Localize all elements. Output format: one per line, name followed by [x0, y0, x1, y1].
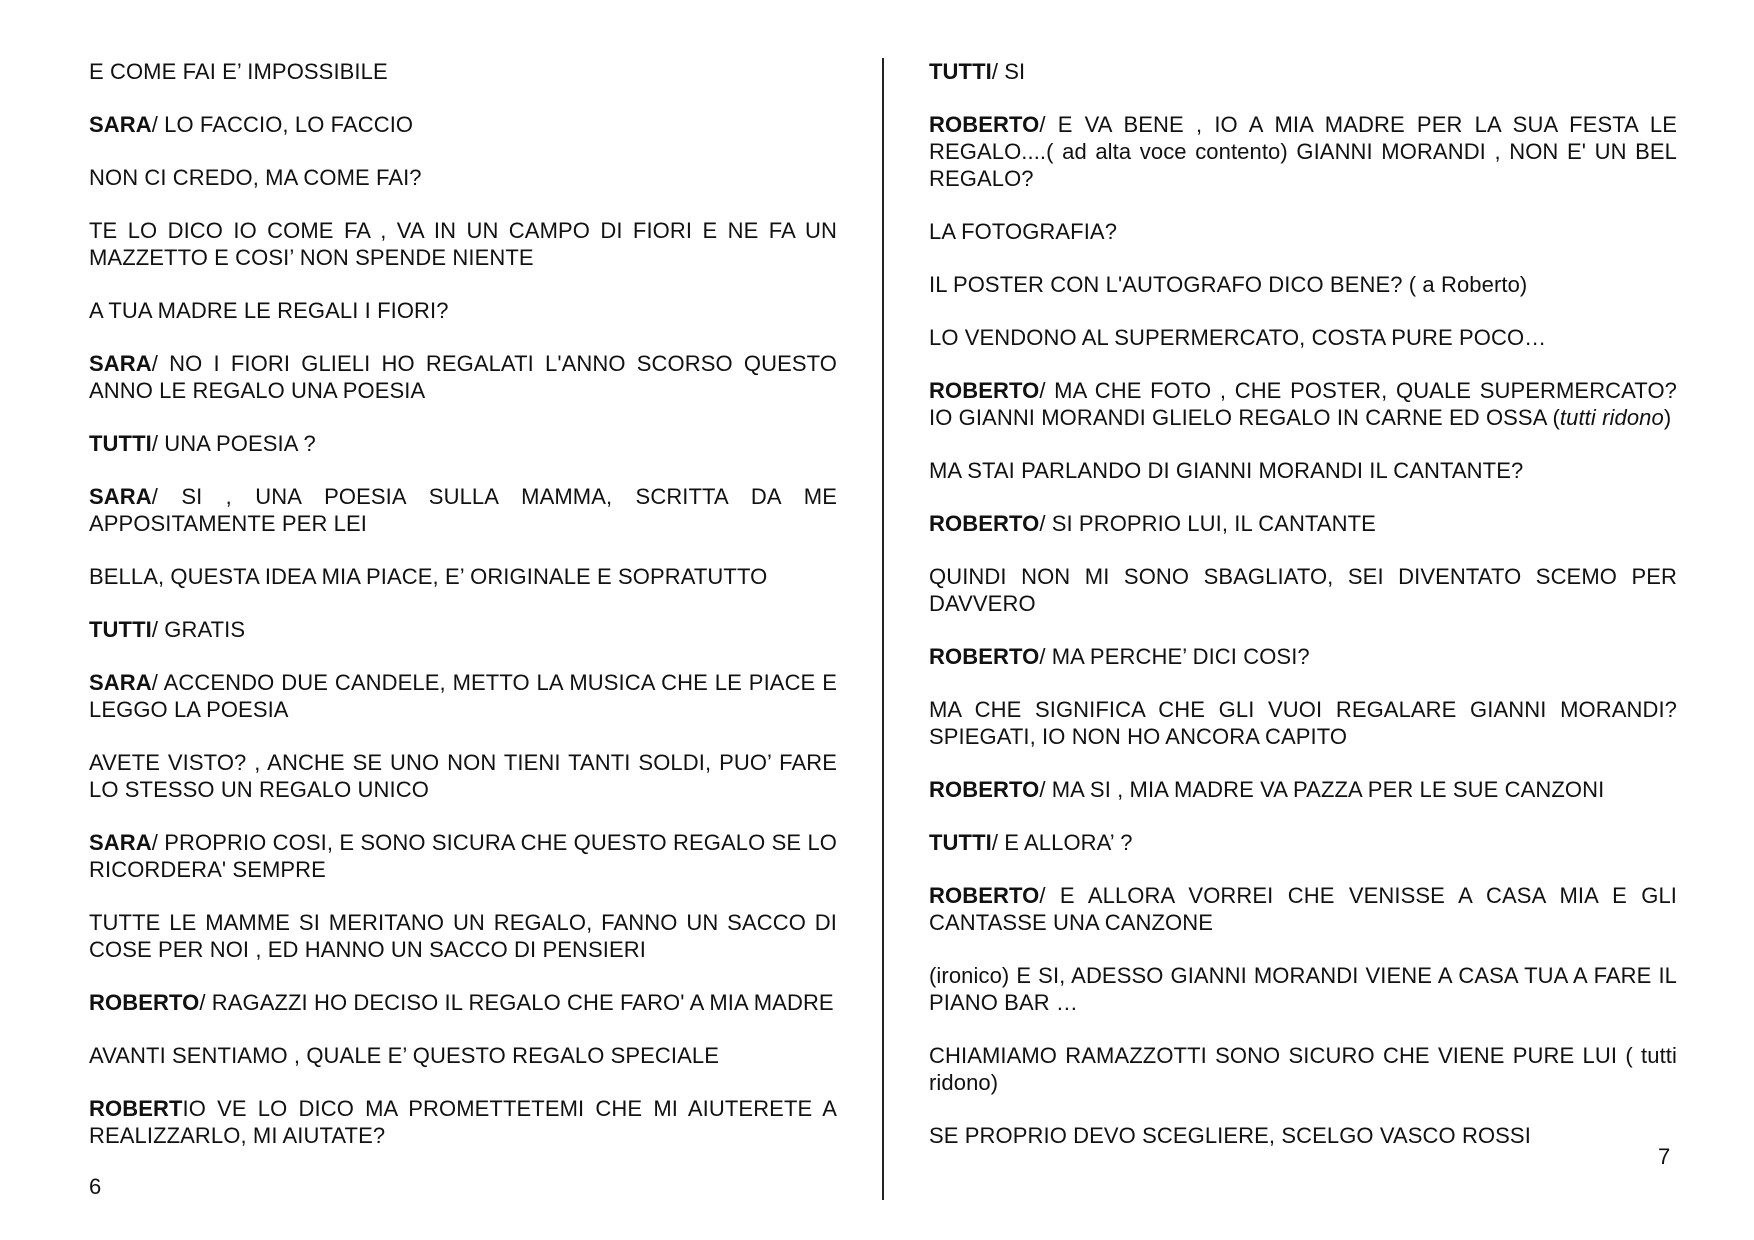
speaker-name: SARA [89, 484, 152, 509]
dialogue-paragraph [929, 1042, 1677, 1096]
dialogue-text: IO VE LO DICO MA PROMETTETEMI CHE MI AIUTERETE A REALIZZARLO, MI AIUTATE? [89, 1096, 837, 1148]
dialogue-text: / MA PERCHE’ DICI COSI? [1039, 644, 1310, 669]
speaker-name: TUTTI [929, 830, 992, 855]
dialogue-text: QUINDI NON MI SONO SBAGLIATO, SEI DIVENTATO SCEMO PER DAVVERO [929, 564, 1677, 616]
dialogue-text: LO VENDONO AL SUPERMERCATO, COSTA PURE POCO… [929, 325, 1547, 350]
dialogue-paragraph [89, 909, 837, 963]
dialogue-paragraph [929, 882, 1677, 936]
dialogue-paragraph [89, 669, 837, 723]
dialogue-text: AVANTI SENTIAMO , QUALE E’ QUESTO REGALO SPECIALE [89, 1043, 720, 1068]
dialogue-text: / MA SI , MIA MADRE VA PAZZA PER LE SUE CANZONI [1039, 777, 1605, 802]
dialogue-text: / MA CHE FOTO , CHE POSTER, QUALE SUPERMERCATO? IO GIANNI MORANDI GLIELO REGALO IN CARNE ED OSSA ( [929, 378, 1677, 430]
dialogue-text: NON CI CREDO, MA COME FAI? [89, 165, 422, 190]
dialogue-text: / NO I FIORI GLIELI HO REGALATI L'ANNO SCORSO QUESTO ANNO LE REGALO UNA POESIA [89, 351, 837, 403]
dialogue-paragraph [929, 962, 1677, 1016]
dialogue-text: E COME FAI E’ IMPOSSIBILE [89, 59, 388, 84]
dialogue-paragraph [89, 164, 837, 191]
speaker-name: SARA [89, 112, 152, 137]
dialogue-paragraph [89, 483, 837, 537]
dialogue-paragraph [929, 377, 1677, 431]
dialogue-paragraph [929, 643, 1677, 670]
right-page-column [929, 58, 1677, 1149]
page-divider [882, 58, 884, 1200]
left-page-column [89, 58, 837, 1149]
page-number-right: 7 [1658, 1144, 1671, 1169]
dialogue-text: BELLA, QUESTA IDEA MIA PIACE, E’ ORIGINALE E SOPRATUTTO [89, 564, 768, 589]
speaker-name: ROBERTO [89, 990, 200, 1015]
dialogue-paragraph [89, 217, 837, 271]
dialogue-text: / LO FACCIO, LO FACCIO [151, 112, 414, 137]
dialogue-paragraph [929, 271, 1677, 298]
speaker-name: ROBERTO [929, 644, 1040, 669]
speaker-name: ROBERTO [929, 511, 1040, 536]
speaker-name: TUTTI [929, 59, 992, 84]
dialogue-paragraph [929, 457, 1677, 484]
speaker-name: ROBERTO [929, 378, 1040, 403]
dialogue-text: / GRATIS [151, 617, 246, 642]
page-number-left: 6 [89, 1174, 102, 1199]
dialogue-text: / ACCENDO DUE CANDELE, METTO LA MUSICA CHE LE PIACE E LEGGO LA POESIA [89, 670, 837, 722]
dialogue-text: / PROPRIO COSI, E SONO SICURA CHE QUESTO REGALO SE LO RICORDERA' SEMPRE [89, 830, 837, 882]
dialogue-paragraph [929, 58, 1677, 85]
dialogue-paragraph [929, 111, 1677, 192]
dialogue-text: / E VA BENE , IO A MIA MADRE PER LA SUA FESTA LE REGALO....( ad alta voce contento) GIANNI MORANDI , NON E' UN BEL REGALO? [929, 112, 1677, 191]
dialogue-paragraph [89, 430, 837, 457]
dialogue-text: TUTTE LE MAMME SI MERITANO UN REGALO, FANNO UN SACCO DI COSE PER NOI , ED HANNO UN SACCO DI PENSIERI [89, 910, 837, 962]
dialogue-paragraph [929, 1122, 1677, 1149]
speaker-name: TUTTI [89, 617, 152, 642]
dialogue-paragraph [929, 829, 1677, 856]
speaker-name: TUTTI [89, 431, 152, 456]
speaker-name: SARA [89, 830, 152, 855]
speaker-name: ROBERTO [929, 112, 1040, 137]
dialogue-text: CHIAMIAMO RAMAZZOTTI SONO SICURO CHE VIENE PURE LUI ( tutti ridono) [929, 1043, 1677, 1095]
dialogue-paragraph [89, 297, 837, 324]
dialogue-text: MA CHE SIGNIFICA CHE GLI VUOI REGALARE GIANNI MORANDI? SPIEGATI, IO NON HO ANCORA CAPITO [929, 697, 1677, 749]
dialogue-text: A TUA MADRE LE REGALI I FIORI? [89, 298, 449, 323]
dialogue-paragraph [89, 749, 837, 803]
dialogue-paragraph [89, 1095, 837, 1149]
dialogue-paragraph [89, 1042, 837, 1069]
dialogue-text: / SI PROPRIO LUI, IL CANTANTE [1039, 511, 1376, 536]
dialogue-text: MA STAI PARLANDO DI GIANNI MORANDI IL CANTANTE? [929, 458, 1524, 483]
dialogue-paragraph [929, 510, 1677, 537]
dialogue-paragraph [89, 563, 837, 590]
dialogue-text: / SI , UNA POESIA SULLA MAMMA, SCRITTA DA ME APPOSITAMENTE PER LEI [89, 484, 837, 536]
dialogue-paragraph [89, 616, 837, 643]
dialogue-text: / E ALLORA’ ? [991, 830, 1133, 855]
dialogue-paragraph [89, 350, 837, 404]
dialogue-text: / SI [991, 59, 1026, 84]
dialogue-text: LA FOTOGRAFIA? [929, 219, 1118, 244]
dialogue-text: / UNA POESIA ? [151, 431, 316, 456]
dialogue-paragraph [89, 58, 837, 85]
dialogue-paragraph [89, 989, 837, 1016]
stage-direction: tutti ridono [1559, 405, 1664, 430]
dialogue-text: SE PROPRIO DEVO SCEGLIERE, SCELGO VASCO ROSSI [929, 1123, 1531, 1148]
dialogue-paragraph [89, 111, 837, 138]
dialogue-paragraph [929, 563, 1677, 617]
dialogue-paragraph [929, 218, 1677, 245]
speaker-name: ROBERT [89, 1096, 183, 1121]
speaker-name: SARA [89, 351, 152, 376]
dialogue-text: / E ALLORA VORREI CHE VENISSE A CASA MIA E GLI CANTASSE UNA CANZONE [929, 883, 1677, 935]
dialogue-text: TE LO DICO IO COME FA , VA IN UN CAMPO DI FIORI E NE FA UN MAZZETTO E COSI’ NON SPENDE NIENTE [89, 218, 837, 270]
dialogue-text: AVETE VISTO? , ANCHE SE UNO NON TIENI TANTI SOLDI, PUO’ FARE LO STESSO UN REGALO UNICO [89, 750, 837, 802]
dialogue-text: / RAGAZZI HO DECISO IL REGALO CHE FARO' A MIA MADRE [199, 990, 834, 1015]
dialogue-text: IL POSTER CON L'AUTOGRAFO DICO BENE? ( a Roberto) [929, 272, 1528, 297]
speaker-name: SARA [89, 670, 152, 695]
dialogue-text-end: ) [1663, 405, 1672, 430]
dialogue-paragraph [89, 829, 837, 883]
dialogue-paragraph [929, 696, 1677, 750]
speaker-name: ROBERTO [929, 883, 1040, 908]
dialogue-paragraph [929, 324, 1677, 351]
dialogue-text: (ironico) E SI, ADESSO GIANNI MORANDI VIENE A CASA TUA A FARE IL PIANO BAR … [929, 963, 1677, 1015]
dialogue-paragraph [929, 776, 1677, 803]
speaker-name: ROBERTO [929, 777, 1040, 802]
